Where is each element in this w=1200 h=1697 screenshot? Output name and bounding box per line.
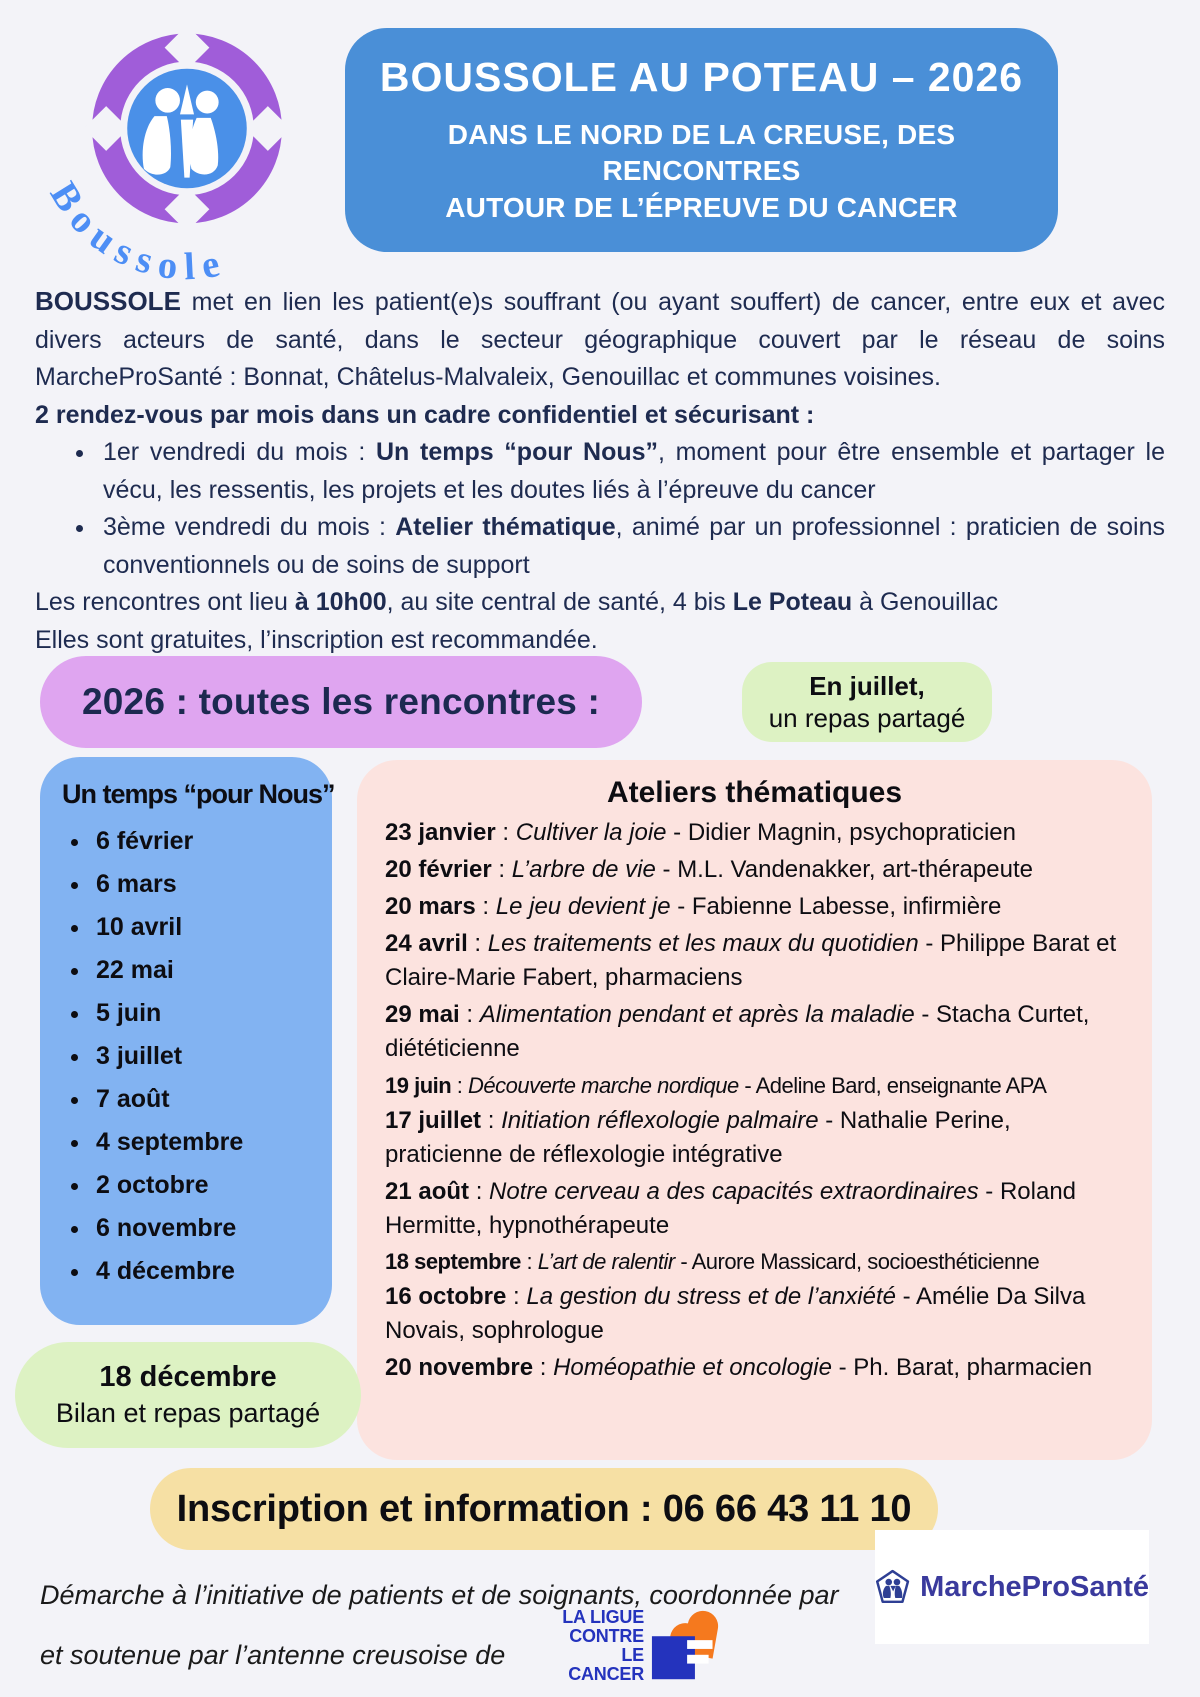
un-temps-date: • 6 février: [92, 820, 322, 863]
atelier-entry: 29 mai : Alimentation pendant et après la maladie - Stacha Curtet, diététicienne: [385, 1001, 1090, 1063]
free-line: Elles sont gratuites, l’inscription est recommandée.: [35, 625, 598, 654]
footer-line-1: Démarche à l’initiative de patients et de soignants, coordonnée par: [40, 1580, 839, 1610]
un-temps-date: • 7 août: [92, 1078, 322, 1121]
un-temps-date: • 4 septembre: [92, 1121, 322, 1164]
page-subtitle: DANS LE NORD DE LA CREUSE, DES RENCONTRES AUTOUR DE L’ÉPREUVE DU CANCER: [445, 118, 958, 223]
schedule-heading: 2 rendez-vous par mois dans un cadre confidentiel et sécurisant :: [35, 400, 815, 429]
atelier-entry: 24 avril : Les traitements et les maux du quotidien - Philippe Barat et Claire-Marie Fabert, pharmaciens: [385, 930, 1117, 992]
atelier-entry: 20 février : L’arbre de vie - M.L. Vandenakker, art-thérapeute: [385, 856, 1033, 884]
un-temps-pour-nous-box: [40, 757, 335, 1325]
page-title: BOUSSOLE AU POTEAU – 2026: [379, 53, 1024, 100]
logo-wordmark: Boussole: [42, 175, 232, 289]
atelier-entry: 23 janvier : Cultiver la joie - Didier Magnin, psychopraticien: [385, 819, 1016, 846]
un-temps-date: • 5 juin: [92, 992, 322, 1035]
ateliers-thematiques-box: [357, 760, 1152, 1460]
atelier-entry: 16 octobre : La gestion du stress et de l’anxiété - Amélie Da Silva Novais, sophrologue: [385, 1283, 1086, 1345]
un-temps-date: • 2 octobre: [92, 1164, 322, 1207]
boussole-compass-icon: [42, 18, 332, 318]
contact-label: Inscription et information : 06 66 43 11 10: [176, 1487, 912, 1530]
boussole-logo: [42, 18, 332, 318]
un-temps-date: • 22 mai: [92, 949, 322, 992]
schedule-item-1: • 1er vendredi du mois : Un temps “pour Nous”, moment pour être ensemble et partager le vécu, les ressentis, les projets et les doutes liés à l’épreuve du cancer: [97, 434, 1165, 509]
banner-2026: 2026 : toutes les rencontres :: [40, 656, 642, 748]
atelier-entry: 17 juillet : Initiation réflexologie palmaire - Nathalie Perine, praticienne de réflexologie intégrative: [385, 1106, 1011, 1168]
july-note: En juillet, un repas partagé: [742, 662, 992, 742]
ligue-contre-le-cancer-logo: [548, 1598, 738, 1694]
atelier-entry: 19 juin : Découverte marche nordique - Adeline Bard, enseignante APA: [385, 1072, 1047, 1098]
location-line: Les rencontres ont lieu à 10h00, au site central de santé, 4 bis Le Poteau à Genouillac: [35, 588, 999, 616]
intro-section: [35, 282, 1165, 659]
un-temps-date: • 6 mars: [92, 863, 322, 906]
schedule-list: [35, 434, 1165, 584]
ligue-heart-icon: [648, 1603, 736, 1689]
december-note: 18 décembre Bilan et repas partagé: [15, 1342, 361, 1448]
intro-paragraph: BOUSSOLE met en lien les patient(e)s souffrant (ou ayant souffert) de cancer, entre eux et avec divers acteurs de santé, dans le secteur géographique couvert par le réseau de soins MarcheProSanté : Bonnat, Châtelus-Malvaleix, Genouillac et communes voisines.: [35, 286, 1165, 391]
atelier-entry: 21 août : Notre cerveau a des capacités extraordinaires - Roland Hermitte, hypnothérapeute: [385, 1177, 1077, 1240]
un-temps-date: • 3 juillet: [92, 1035, 322, 1078]
atelier-entry: 20 novembre : Homéopathie et oncologie - Ph. Barat, pharmacien: [385, 1354, 1093, 1382]
ligue-label: LA LIGUE CONTRE LE CANCER: [562, 1607, 644, 1684]
marche-pro-sante-icon: [875, 1551, 910, 1623]
marche-pro-sante-logo: [875, 1530, 1149, 1644]
un-temps-title: Un temps “pour Nous”: [62, 779, 335, 809]
atelier-entry: 20 mars : Le jeu devient je - Fabienne Labesse, infirmière: [385, 893, 1002, 921]
un-temps-date-list: [62, 820, 322, 1293]
un-temps-date: • 4 décembre: [92, 1250, 322, 1293]
contact-banner: [150, 1468, 938, 1550]
footer-line-2: et soutenue par l’antenne creusoise de: [40, 1640, 506, 1670]
ateliers-title: Ateliers thématiques: [606, 776, 903, 809]
schedule-item-2: • 3ème vendredi du mois : Atelier thématique, animé par un professionnel : praticien de soins conventionnels ou de soins de support: [97, 509, 1165, 584]
marche-pro-sante-label: MarcheProSanté: [920, 1570, 1149, 1603]
un-temps-date: • 6 novembre: [92, 1207, 322, 1250]
header-banner: [345, 28, 1058, 252]
un-temps-date: • 10 avril: [92, 906, 322, 949]
atelier-entry: 18 septembre : L’art de ralentir - Aurore Massicard, socioesthéticienne: [385, 1249, 1040, 1275]
